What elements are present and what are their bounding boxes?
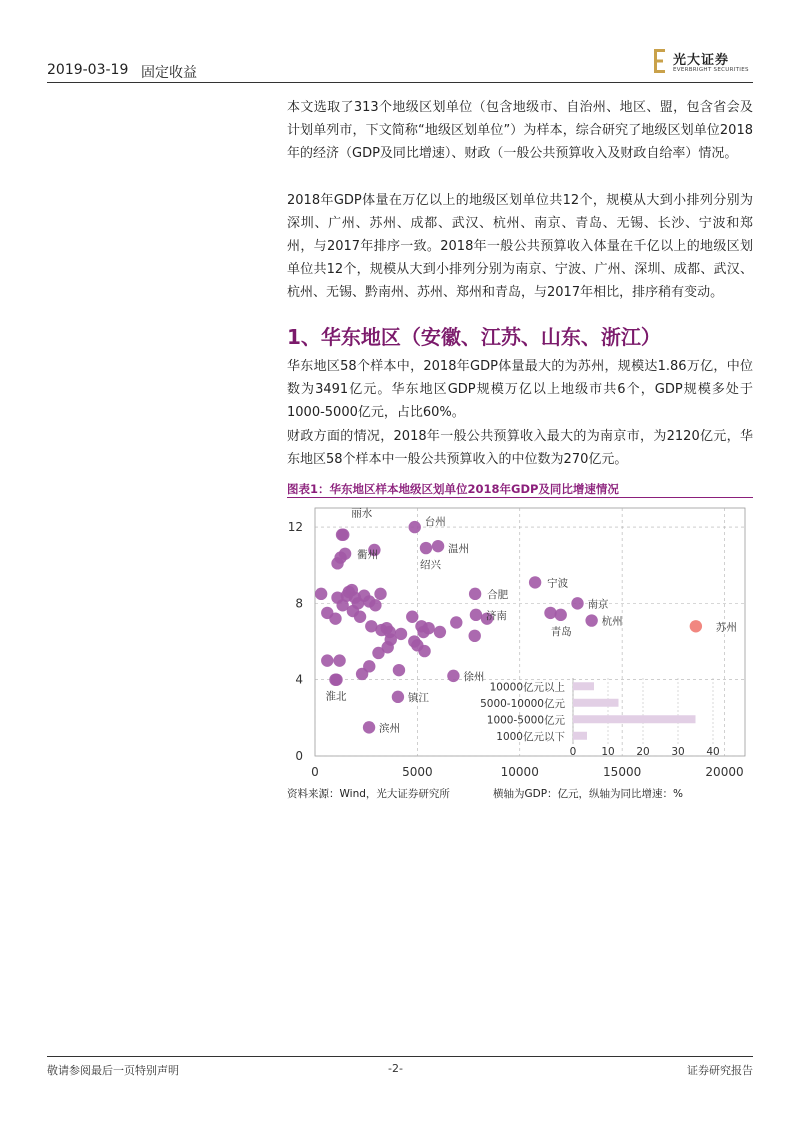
east-gdp-paragraph: 华东地区58个样本中，2018年GDP体量最大的为苏州，规模达1.86万亿，中位数为3491亿元。华东地区GDP规模万亿以上地级市共6个，GDP规模多处于1000-5000亿元，占比60%。 xyxy=(287,359,753,420)
scatter-point-丽水 xyxy=(337,529,349,541)
scatter-point xyxy=(381,641,393,653)
point-label: 合肥 xyxy=(487,588,509,601)
report-category: 固定收益 xyxy=(141,65,197,81)
report-type: 证券研究报告 xyxy=(687,1064,753,1077)
logo-text: 光大证券 xyxy=(673,53,730,68)
point-label: 丽水 xyxy=(351,507,373,520)
scatter-point-徐州 xyxy=(447,670,459,682)
y-tick-label: 12 xyxy=(287,520,303,535)
scatter-point xyxy=(434,626,446,638)
point-label: 南京 xyxy=(587,598,609,611)
scatter-point-淮北 xyxy=(329,673,341,685)
scatter-point-衢州 xyxy=(339,548,351,560)
point-label: 青岛 xyxy=(550,625,572,638)
page-number: -2- xyxy=(388,1062,403,1075)
inset-category-label: 1000亿元以下 xyxy=(496,730,565,743)
inset-category-label: 1000-5000亿元 xyxy=(486,714,565,727)
scatter-point-杭州 xyxy=(585,614,597,626)
x-tick-label: 20000 xyxy=(705,765,744,779)
scatter-point-宁波 xyxy=(529,576,541,588)
scatter-point xyxy=(315,588,327,600)
east-fiscal-paragraph: 财政方面的情况，2018年一般公共预算收入最大的为南京市，为2120亿元，华东地区58个样本中一般公共预算收入的中位数为270亿元。 xyxy=(287,429,753,467)
figure-title-rule xyxy=(287,497,753,498)
axis-note: 横轴为GDP：亿元，纵轴为同比增速：% xyxy=(493,788,684,800)
inset-bar xyxy=(573,715,696,723)
inset-bar xyxy=(573,699,619,707)
intro-paragraph: 本文选取了313个地级区划单位（包含地级市、自治州、地区、盟，包含省会及计划单列市，下文简称“地级区划单位”）为样本，综合研究了地级区划单位2018年的经济（GDP及同比增速）、财政（一般公共预算收入及财政自给率）情况。 xyxy=(287,100,753,161)
scatter-point-青岛 xyxy=(555,609,567,621)
summary-paragraph: 2018年GDP体量在万亿以上的地级区划单位共12个，规模从大到小排列分别为深圳、广州、苏州、成都、武汉、杭州、南京、青岛、无锡、长沙、宁波和郑州，与2017年排序一致。2018年一般公共预算收入体量在千亿以上的地级区划单位共12个，规模从大到小排列分别为南京、宁波、广州、深圳、成都、武汉、杭州、无锡、黔南州、苏州、郑州和青岛，与2017年相比，排序稍有变动。 xyxy=(287,193,753,300)
point-label: 绍兴 xyxy=(419,559,441,572)
inset-tick-label: 0 xyxy=(569,746,577,758)
x-tick-label: 10000 xyxy=(500,765,539,779)
point-label: 徐州 xyxy=(463,670,485,683)
y-axis-ticks xyxy=(288,520,303,763)
scatter-point-镇江 xyxy=(392,691,404,703)
point-label: 宁波 xyxy=(547,577,569,590)
point-label: 滨州 xyxy=(379,722,401,735)
scatter-point-滨州 xyxy=(363,721,375,733)
figure-title: 图表1：华东地区样本地级区划单位2018年GDP及同比增速情况 xyxy=(287,482,619,496)
inset-tick-label: 10 xyxy=(601,746,615,758)
scatter-point-温州 xyxy=(432,540,444,552)
logo-subtext: EVERBRIGHT SECURITIES xyxy=(673,67,749,73)
scatter-point-合肥 xyxy=(469,588,481,600)
inset-category-label: 10000亿元以上 xyxy=(489,681,565,694)
scatter-point xyxy=(369,599,381,611)
scatter-point xyxy=(321,654,333,666)
point-label: 淮北 xyxy=(325,690,347,703)
scatter-point xyxy=(406,611,418,623)
inset-bar xyxy=(573,732,587,740)
x-axis-ticks xyxy=(311,765,743,779)
scatter-point-济南 xyxy=(470,609,482,621)
header-rule xyxy=(47,82,753,83)
y-tick-label: 4 xyxy=(295,672,303,687)
x-tick-label: 15000 xyxy=(603,765,642,779)
report-date: 2019-03-19 xyxy=(47,62,129,78)
x-tick-label: 5000 xyxy=(402,765,433,779)
gdp-growth-scatter-chart xyxy=(285,500,755,782)
source-note: 资料来源：Wind，光大证券研究所 xyxy=(287,788,450,800)
scatter-point xyxy=(333,654,345,666)
scatter-point xyxy=(422,622,434,634)
inset-tick-label: 40 xyxy=(706,746,720,758)
x-tick-label: 0 xyxy=(311,765,319,779)
scatter-point xyxy=(374,588,386,600)
scatter-point-绍兴 xyxy=(420,542,432,554)
inset-category-label: 5000-10000亿元 xyxy=(480,697,565,710)
scatter-point xyxy=(450,616,462,628)
gdp-distribution-inset-chart xyxy=(480,678,720,758)
disclaimer-note: 敬请参阅最后一页特别声明 xyxy=(47,1064,179,1077)
scatter-point xyxy=(393,664,405,676)
inset-tick-label: 30 xyxy=(671,746,685,758)
scatter-point xyxy=(418,645,430,657)
inset-tick-label: 20 xyxy=(636,746,650,758)
scatter-point xyxy=(354,611,366,623)
point-label: 台州 xyxy=(424,516,446,529)
scatter-point xyxy=(469,630,481,642)
scatter-point-南京 xyxy=(571,597,583,609)
section-title: 1、华东地区（安徽、江苏、山东、浙江） xyxy=(287,325,661,349)
company-logo xyxy=(653,48,753,78)
y-tick-label: 0 xyxy=(295,749,303,763)
logo-mark-icon xyxy=(653,48,667,74)
scatter-point-台州 xyxy=(409,521,421,533)
page-header xyxy=(47,53,753,82)
point-label: 苏州 xyxy=(715,621,737,634)
inset-bar xyxy=(573,682,594,690)
footer-rule xyxy=(47,1056,753,1057)
point-label: 镇江 xyxy=(407,691,429,704)
scatter-point xyxy=(363,660,375,672)
point-label: 杭州 xyxy=(601,615,623,628)
point-label: 济南 xyxy=(485,609,507,622)
point-label: 衢州 xyxy=(357,548,379,561)
scatter-point-苏州 xyxy=(690,620,702,632)
scatter-point xyxy=(329,612,341,624)
y-tick-label: 8 xyxy=(295,596,303,611)
point-label: 温州 xyxy=(448,543,470,556)
